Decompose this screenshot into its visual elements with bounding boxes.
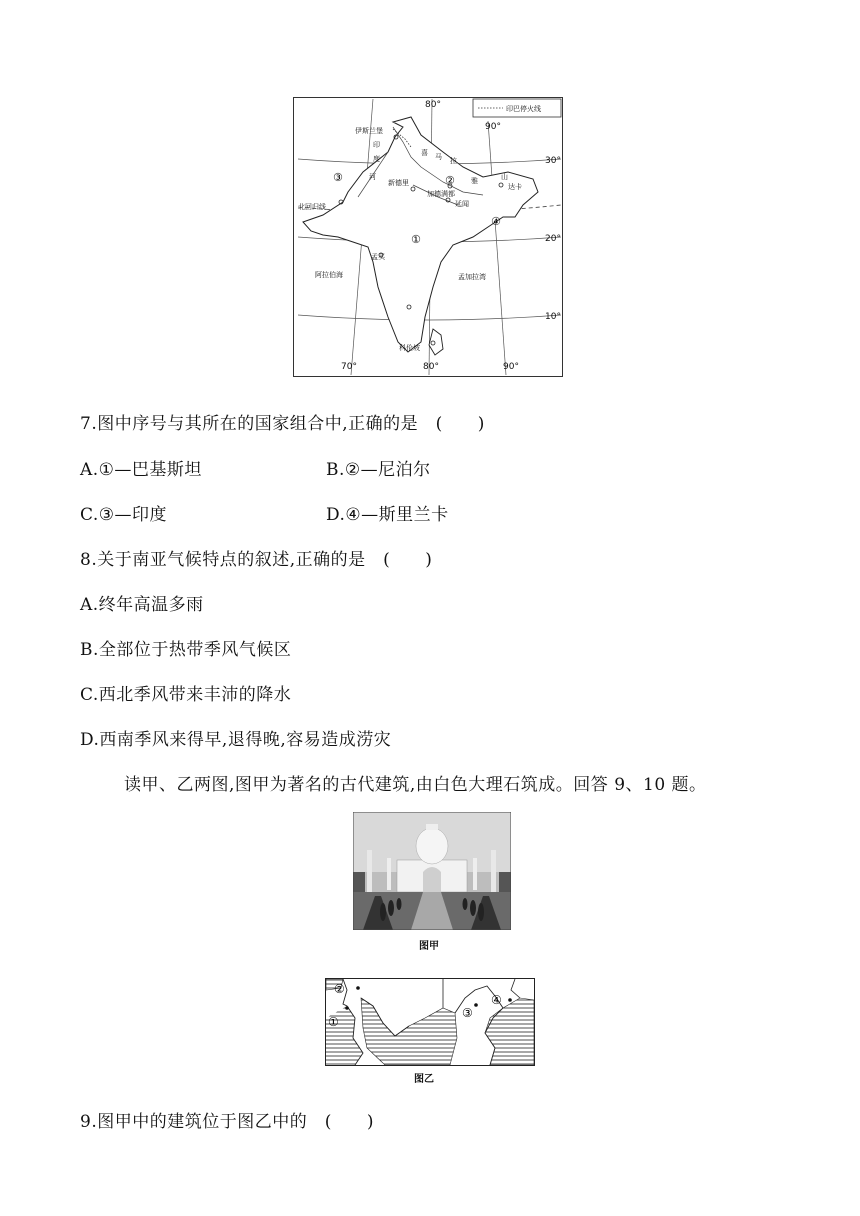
question-9-stem: 9.图甲中的建筑位于图乙中的 ( ) (80, 1112, 374, 1132)
q7-option-c: C.③—印度 (80, 505, 168, 525)
deg-label: 70° (341, 362, 357, 372)
intro-text: 读甲、乙两图,图甲为著名的古代建筑,由白色大理石筑成。回答 9、10 题。 (124, 775, 707, 795)
fig-jia-caption: 图甲 (419, 941, 439, 952)
fig-yi-caption: 图乙 (414, 1074, 434, 1085)
q8-option-c: C.西北季风带来丰沛的降水 (80, 685, 292, 705)
q7-option-b: B.②—尼泊尔 (326, 460, 431, 480)
fig-yi-marker-2: ② (334, 982, 345, 996)
q7-option-d: D.④—斯里兰卡 (326, 505, 449, 525)
fig-yi-marker-3: ③ (462, 1006, 473, 1020)
tropic-label: 北回归线 (298, 203, 326, 211)
deg-label: 80° (423, 362, 439, 372)
city-label: 科伦坡 (399, 344, 420, 352)
legend-label: 印巴停火线 (506, 105, 541, 113)
q8-option-b: B.全部位于热带季风气候区 (80, 640, 292, 660)
q8-option-a: A.终年高温多雨 (80, 595, 204, 615)
question-8-stem: 8.关于南亚气候特点的叙述,正确的是 ( ) (80, 550, 433, 570)
map-label: 喜 (421, 149, 428, 157)
city-label: 加德满都 (427, 190, 455, 198)
sea-label: 孟加拉湾 (458, 273, 486, 281)
fig-yi-map (325, 978, 535, 1066)
city-label: 伊斯兰堡 (355, 127, 383, 135)
map-label: 马 (435, 153, 442, 161)
city-label: 延闻 (455, 200, 469, 208)
deg-label: 90° (503, 362, 519, 372)
marker-3: ③ (333, 171, 343, 184)
deg-label: 30° (545, 156, 561, 166)
fig-yi-marker-4: ④ (491, 993, 502, 1007)
marker-4: ④ (491, 215, 501, 228)
fig-yi-marker-1: ① (328, 1015, 339, 1029)
q8-option-d: D.西南季风来得早,退得晚,容易造成涝灾 (80, 730, 392, 750)
question-7-stem: 7.图中序号与其所在的国家组合中,正确的是 ( ) (80, 414, 485, 434)
map-label: 拉 (450, 157, 457, 165)
map-label: 河 (369, 173, 376, 181)
taj-mahal-photo (353, 812, 511, 930)
map-label: 山 (501, 173, 508, 181)
deg-label: 90° (485, 122, 501, 132)
city-label: 达卡 (508, 183, 522, 191)
city-label: 新德里 (388, 179, 409, 187)
deg-label: 80° (425, 100, 441, 110)
map-label: 度 (373, 155, 380, 163)
deg-label: 10° (545, 312, 561, 322)
q7-option-a: A.①—巴基斯坦 (80, 460, 202, 480)
map-label: 雅 (471, 177, 478, 185)
city-label: 孟买 (371, 253, 385, 261)
south-asia-map (293, 97, 563, 377)
map-label: 印 (373, 141, 380, 149)
sea-label: 阿拉伯海 (315, 271, 343, 279)
marker-1: ① (411, 233, 421, 246)
marker-2: ② (445, 174, 455, 187)
deg-label: 20° (545, 234, 561, 244)
